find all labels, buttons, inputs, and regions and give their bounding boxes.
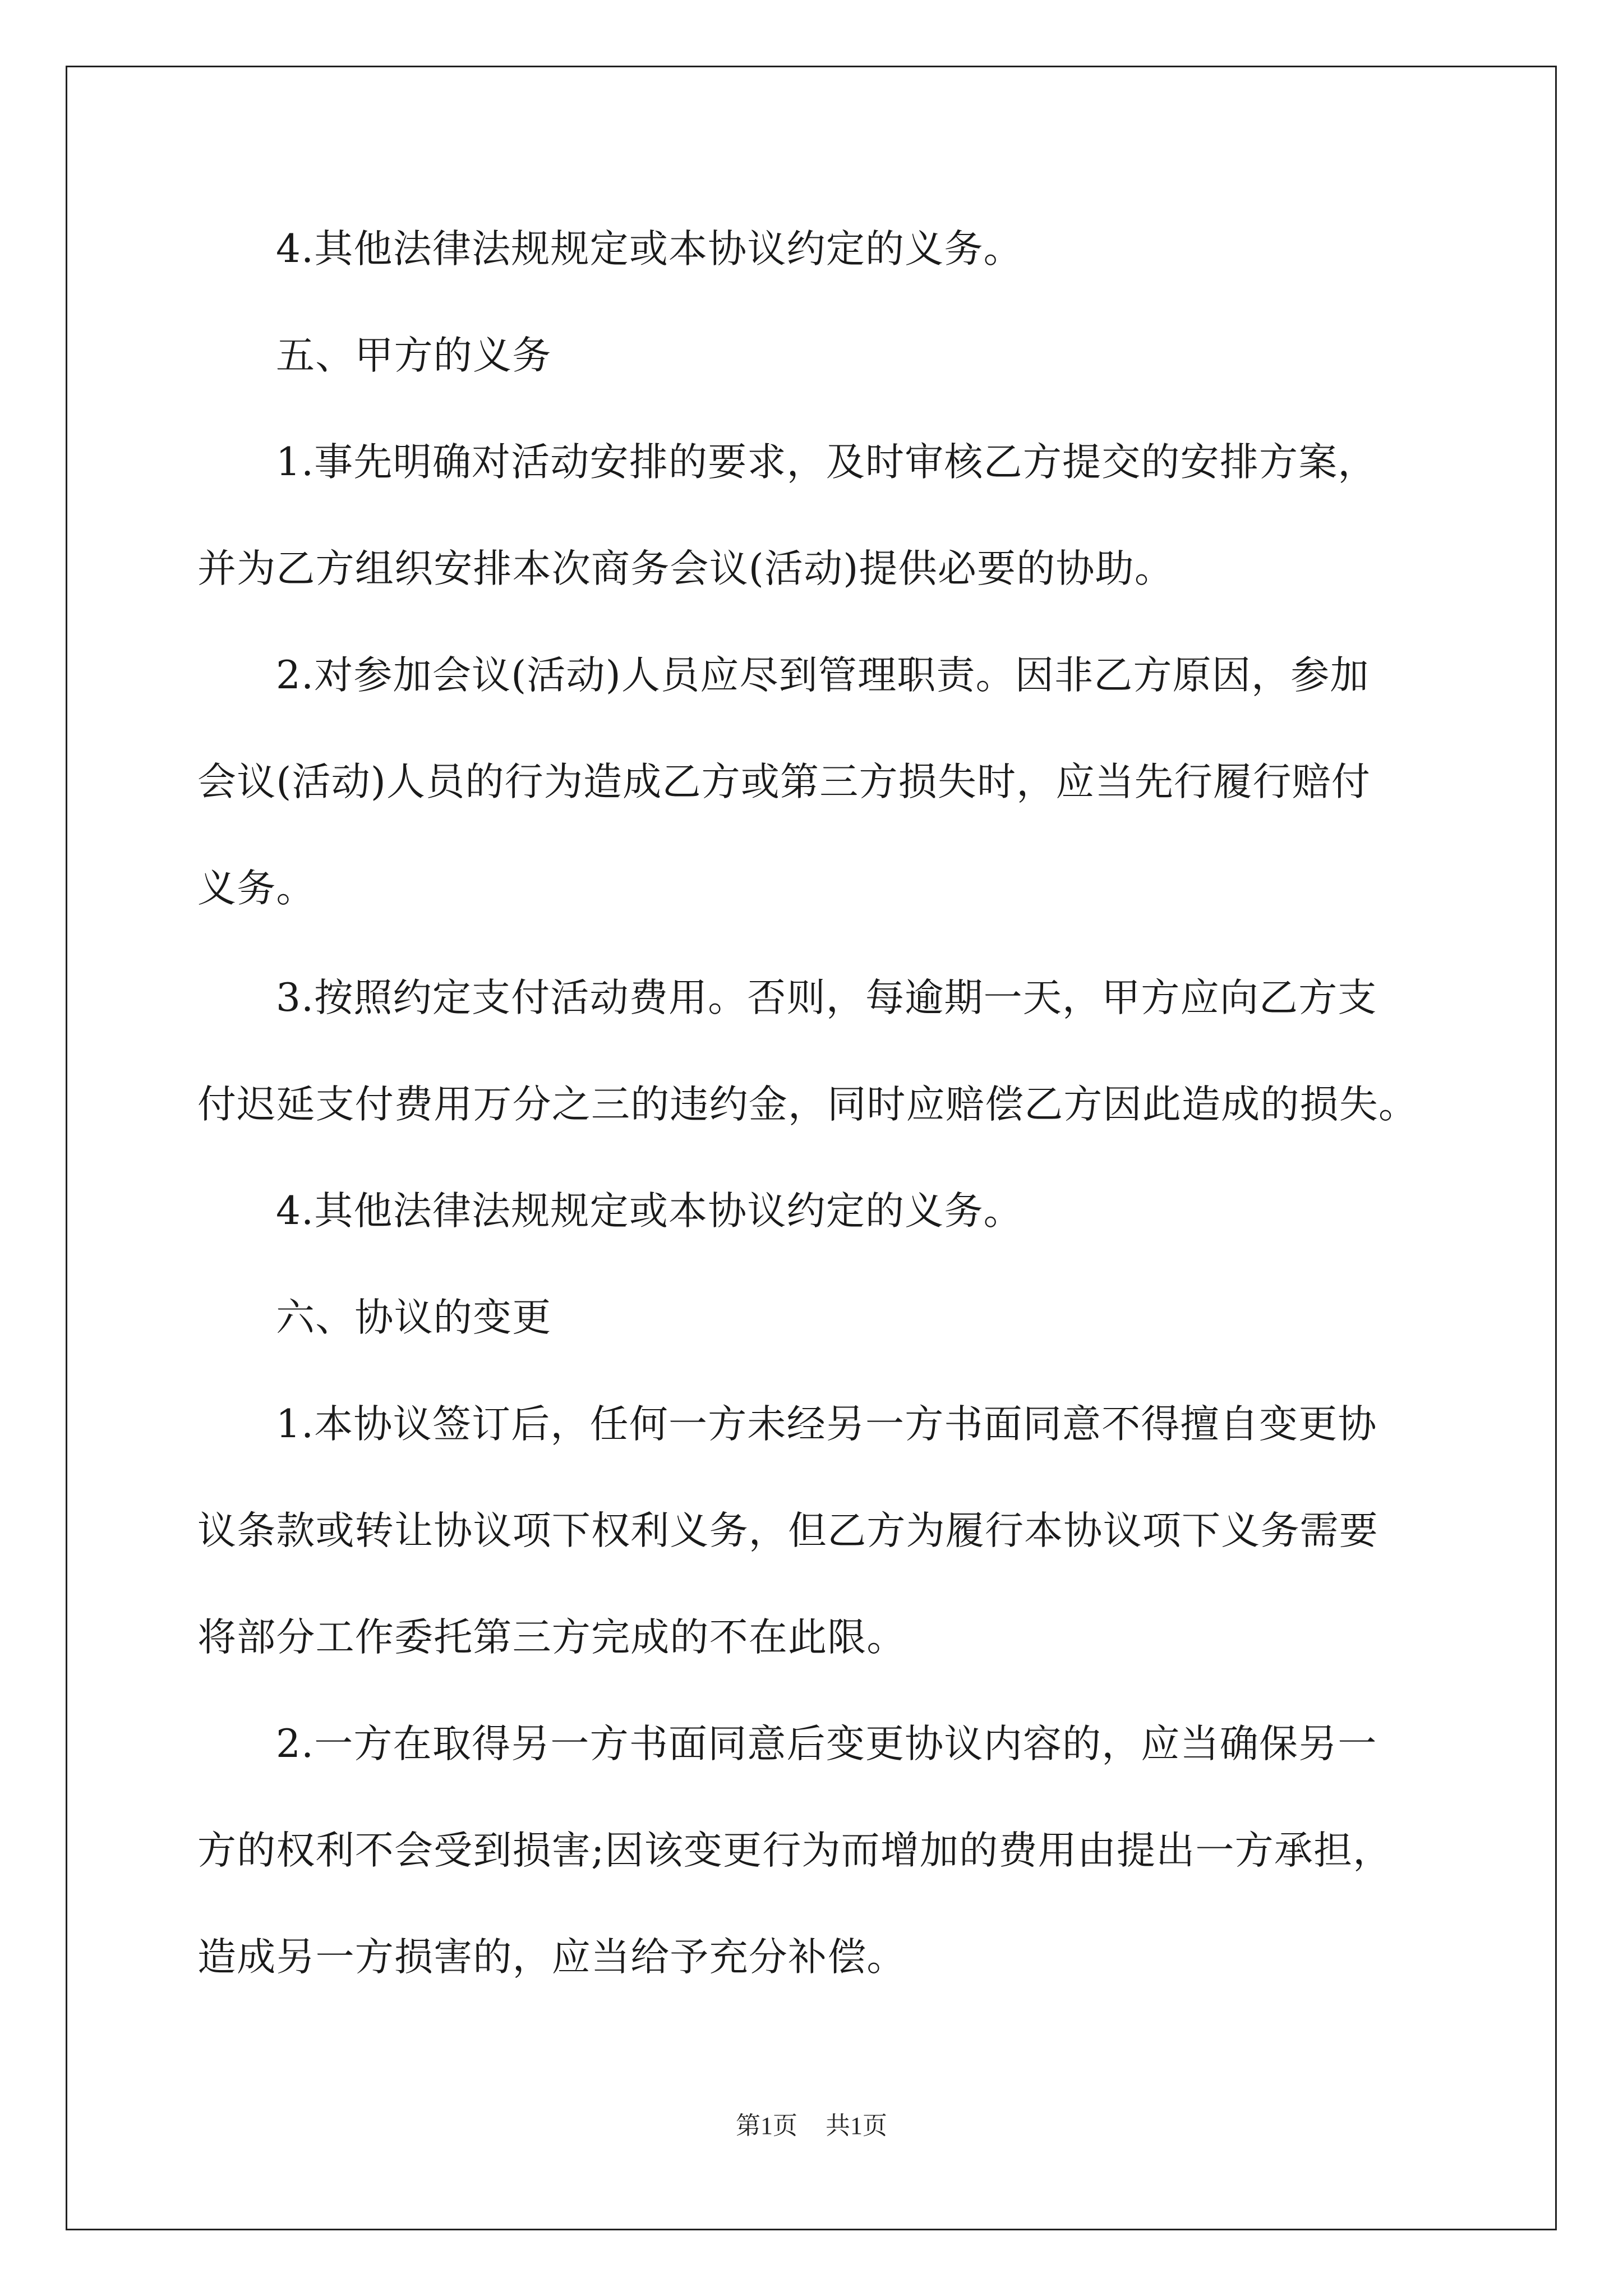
- text-line: 并为乙方组织安排本次商务会议(活动)提供必要的协助。: [197, 546, 1174, 591]
- text-line: 4.其他法律法规规定或本协议约定的义务。: [276, 227, 1023, 272]
- page-number: 第1页: [736, 2112, 797, 2139]
- page-border: [66, 66, 1557, 2230]
- text-line: 义务。: [197, 866, 316, 911]
- text-line: 2.一方在取得另一方书面同意后变更协议内容的，应当确保另一: [276, 1722, 1377, 1766]
- text-line: 1.事先明确对活动安排的要求，及时审核乙方提交的安排方案，: [276, 440, 1377, 485]
- text-line: 议条款或转让协议项下权利义务，但乙方为履行本协议项下义务需要: [197, 1508, 1378, 1553]
- page-footer: [0, 2105, 1623, 2141]
- text-line: 付迟延支付费用万分之三的违约金，同时应赔偿乙方因此造成的损失。: [197, 1082, 1418, 1127]
- text-line: 造成另一方损害的，应当给予充分补偿。: [197, 1935, 906, 1980]
- text-line: 将部分工作委托第三方完成的不在此限。: [197, 1615, 906, 1660]
- section-heading: 六、协议的变更: [276, 1295, 552, 1340]
- text-line: 4.其他法律法规规定或本协议约定的义务。: [276, 1189, 1023, 1234]
- text-line: 会议(活动)人员的行为造成乙方或第三方损失时，应当先行履行赔付: [197, 760, 1371, 804]
- text-line: 1.本协议签订后，任何一方未经另一方书面同意不得擅自变更协: [276, 1402, 1377, 1447]
- page-count: 共1页: [826, 2112, 887, 2139]
- section-heading: 五、甲方的义务: [276, 333, 552, 378]
- text-line: 方的权利不会受到损害;因该变更行为而增加的费用由提出一方承担，: [197, 1828, 1393, 1873]
- text-line: 2.对参加会议(活动)人员应尽到管理职责。因非乙方原因，参加: [276, 653, 1370, 698]
- text-line: 3.按照约定支付活动费用。否则，每逾期一天，甲方应向乙方支: [276, 976, 1377, 1020]
